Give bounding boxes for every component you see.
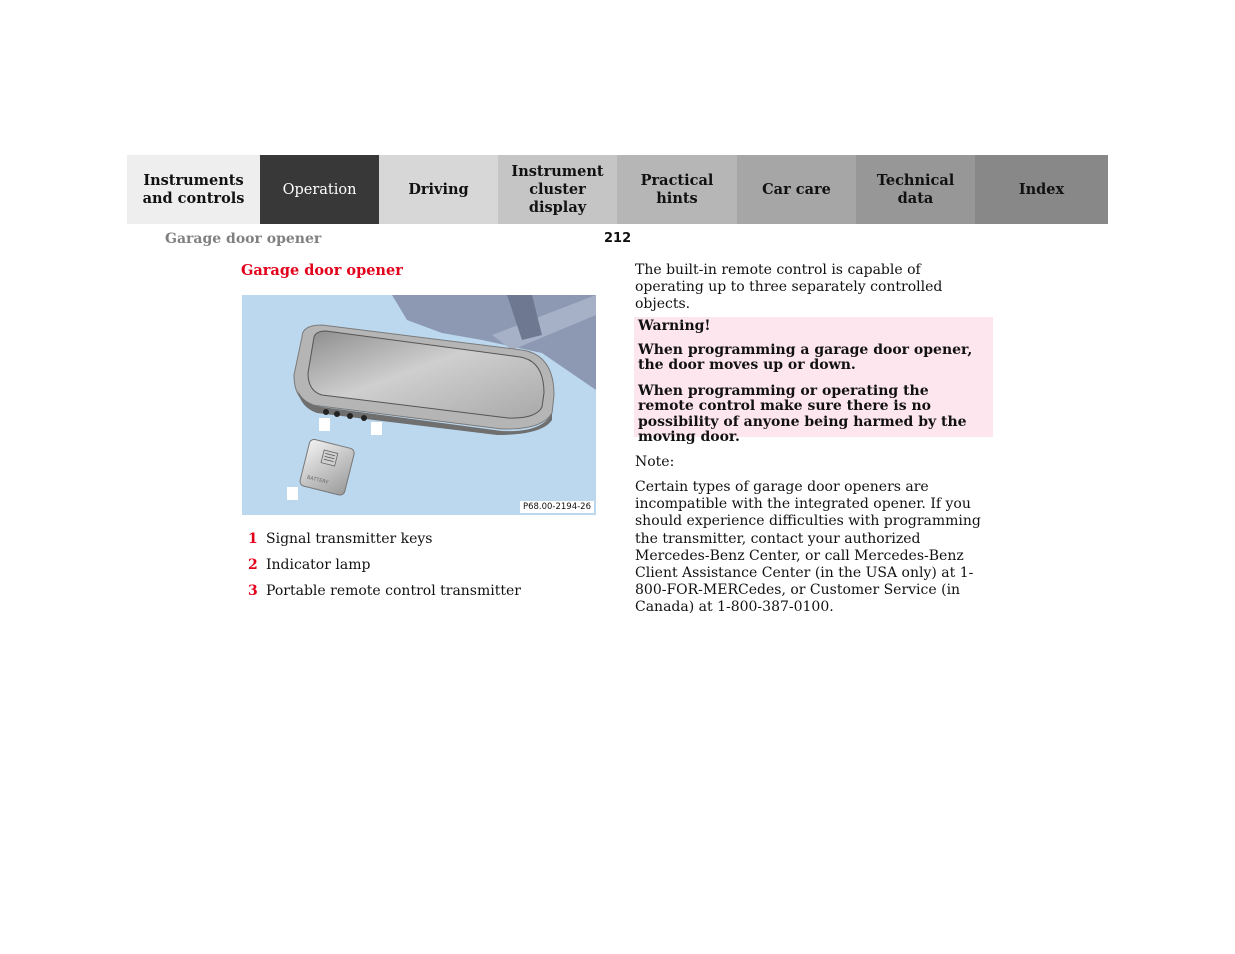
mirror-drawing [242,295,596,515]
portable-remote-transmitter [299,438,355,496]
rearview-mirror-illustration [242,295,596,515]
tab-technical-data[interactable]: Technical data [856,155,975,224]
legend-number: 2 [248,557,258,573]
page-number: 212 [604,231,632,246]
legend-item [248,582,521,608]
note-label: Note: [635,454,675,470]
tab-operation[interactable]: Operation [260,155,379,224]
note-text: Certain types of garage door openers are incompatible with the integrated opener. If you should experience difficulties with programming the transmitter, contact your authorized Mercedes-Benz Center, or call Mercedes-Benz Client Assistance Center (in the USA only) at 1-800-FOR-MERCedes, or Customer Service (in Canada) at 1-800-387-0100. [635,479,981,616]
tab-index[interactable]: Index [975,155,1108,224]
legend-item [248,556,521,582]
running-header-title: Garage door opener [165,231,322,247]
warning-box [634,317,993,445]
chapter-navigation [127,155,1108,224]
legend-item [248,530,521,556]
tab-practical-hints[interactable]: Practical hints [617,155,737,224]
tab-driving[interactable]: Driving [379,155,498,224]
figure-legend [248,530,521,608]
transmitter-key-1 [323,409,329,415]
tab-instruments-and-controls[interactable]: Instruments and controls [127,155,260,224]
legend-text: Indicator lamp [266,557,371,573]
warning-text-2: When programming or operating the remote control make sure there is no possibility of anyone being harmed by the moving door. [638,382,967,445]
callout-1 [319,418,330,431]
legend-number: 1 [248,531,258,547]
intro-paragraph: The built-in remote control is capable of operating up to three separately controlled objects. [635,262,943,312]
transmitter-key-3 [347,413,353,419]
legend-number: 3 [248,583,258,599]
battery-label: BATTERY [306,474,329,486]
indicator-lamp [361,415,367,421]
warning-title: Warning! [638,318,711,334]
callout-3 [287,487,298,500]
tab-instrument-cluster-display[interactable]: Instrument cluster display [498,155,617,224]
legend-text: Signal transmitter keys [266,531,433,547]
transmitter-key-2 [334,411,340,417]
figure-code: P68.00-2194-26 [520,501,594,513]
warning-text-1: When programming a garage door opener, the door moves up or down. [638,341,973,373]
tab-car-care[interactable]: Car care [737,155,856,224]
legend-text: Portable remote control transmitter [266,583,521,599]
section-title: Garage door opener [241,262,403,279]
callout-2 [371,422,382,435]
